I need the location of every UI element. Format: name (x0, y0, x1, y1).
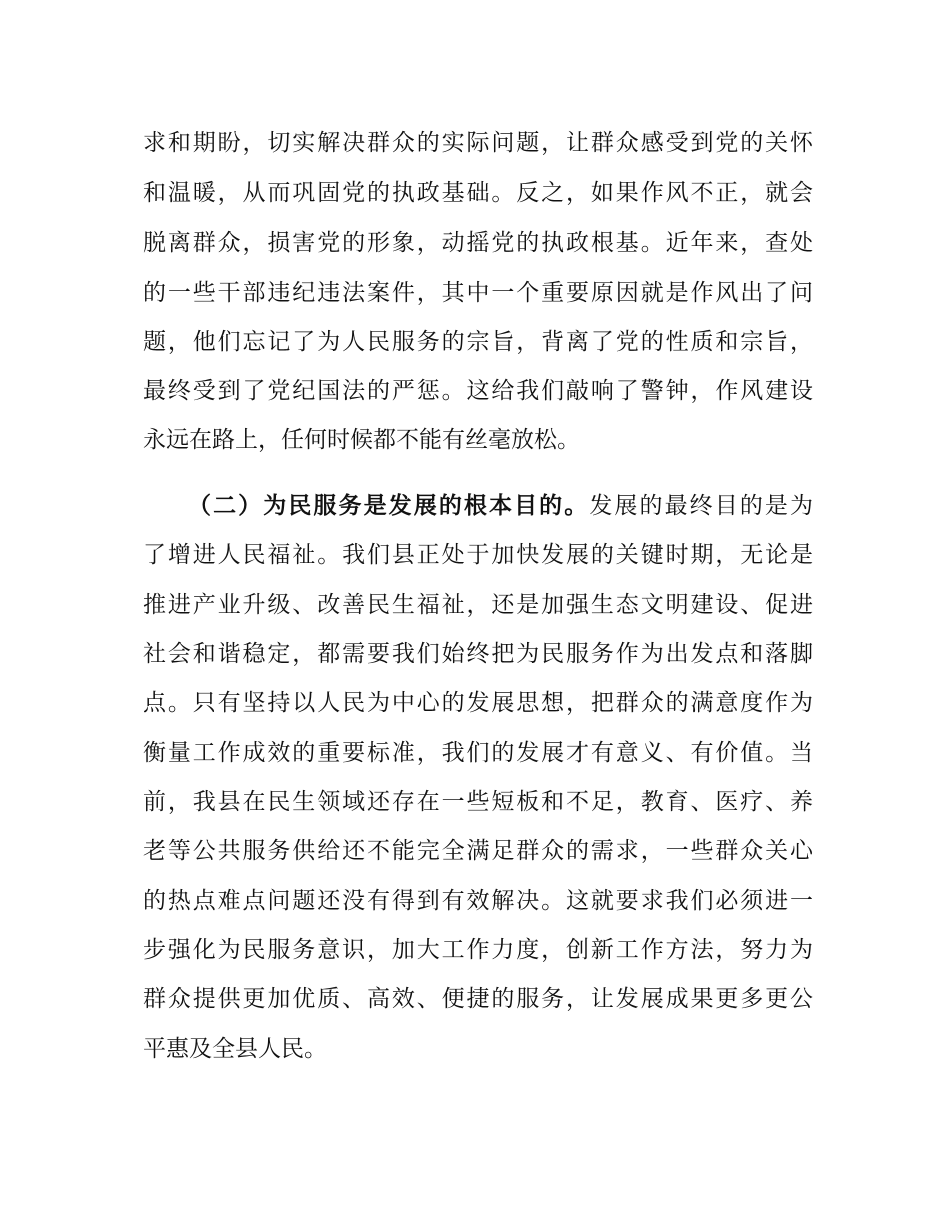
paragraph-line: 推进产业升级、改善民生福祉，还是加强生态文明建设、促进 (143, 592, 813, 618)
paragraph-line: 衡量工作成效的重要标准，我们的发展才有意义、有价值。当 (143, 740, 813, 766)
paragraph-line: 老等公共服务供给还不能完全满足群众的需求，一些群众关心 (143, 838, 813, 864)
paragraph-line: 了增进人民福祉。我们县正处于加快发展的关键时期，无论是 (143, 542, 813, 568)
paragraph-line: 前，我县在民生领域还存在一些短板和不足，教育、医疗、养 (143, 789, 813, 815)
paragraph-line: 最终受到了党纪国法的严惩。这给我们敲响了警钟，作风建设 (143, 378, 813, 404)
paragraph-line: 群众提供更加优质、高效、便捷的服务，让发展成果更多更公 (143, 986, 813, 1012)
paragraph-line: 和温暖，从而巩固党的执政基础。反之，如果作风不正，就会 (143, 180, 813, 206)
section-heading-line (188, 486, 813, 526)
paragraph-line: 社会和谐稳定，都需要我们始终把为民服务作为出发点和落脚 (143, 641, 813, 667)
paragraph-line: 题，他们忘记了为人民服务的宗旨，背离了党的性质和宗旨， (143, 329, 813, 355)
paragraph-line: 的热点难点问题还没有得到有效解决。这就要求我们必须进一 (143, 888, 813, 914)
paragraph-line: 平惠及全县人民。 (143, 1036, 327, 1062)
paragraph-line: 求和期盼，切实解决群众的实际问题，让群众感受到党的关怀 (143, 130, 813, 156)
section-heading-continuation: 发展的最终目的是为 (589, 493, 814, 519)
paragraph-line: 永远在路上，任何时候都不能有丝毫放松。 (143, 427, 580, 453)
paragraph-line: 步强化为民服务意识，加大工作力度，创新工作方法，努力为 (143, 937, 813, 963)
paragraph-line: 脱离群众，损害党的形象，动摇党的执政根基。近年来，查处 (143, 230, 813, 256)
paragraph-line: 的一些干部违纪违法案件，其中一个重要原因就是作风出了问 (143, 280, 813, 306)
section-heading: （二）为民服务是发展的根本目的。 (188, 493, 590, 519)
paragraph-line: 点。只有坚持以人民为中心的发展思想，把群众的满意度作为 (143, 690, 813, 716)
